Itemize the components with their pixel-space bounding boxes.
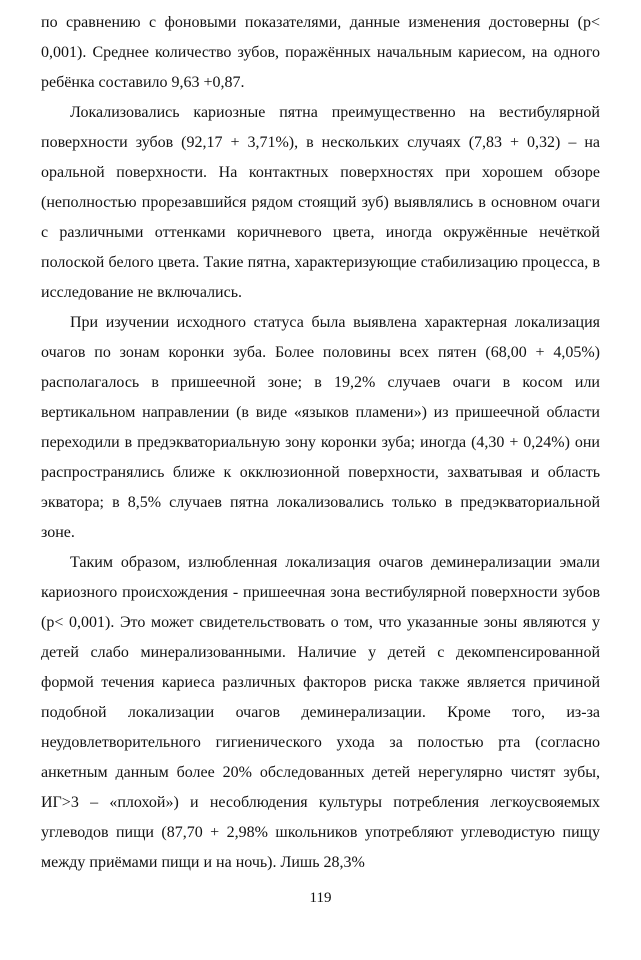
page-number: 119 [309,890,332,906]
paragraph-localization-surfaces: Локализовались кариозные пятна преимущественно на вестибулярной поверхности зубов (92,17 + 3,71%), в нескольких случаях (7,83 + 0,32) – на оральной поверхности. На контактных поверхностях при хорошем обзоре (неполностью прорезавшийся рядом стоящий зуб) выявлялись в основном очаги с различными оттенками коричневого цвета, иногда окружённые нечёткой полоской белого цвета. Такие пятна, характеризующие стабилизацию процесса, в исследование не включались. [41,104,600,301]
document-body [41,8,600,878]
paragraph-conclusion: Таким образом, излюбленная локализация очагов деминерализации эмали кариозного происхождения - пришеечная зона вестибулярной поверхности зубов (р< 0,001). Это может свидетельствовать о том, что указанные зоны являются у детей слабо минерализованными. Наличие у детей с декомпенсированной формой течения кариеса различных факторов риска также является причиной подобной локализации очагов деминерализации. Кроме того, из-за неудовлетворительного гигиенического ухода за полостью рта (согласно анкетным данным более 20% обследованных детей нерегулярно чистят зубы, ИГ>3 – «плохой») и несоблюдения культуры потребления легкоусвояемых углеводов пищи (87,70 + 2,98% школьников употребляют углеводистую пищу между приёмами пищи и на ночь). Лишь 28,3% [41,554,600,871]
paragraph-continuation: по сравнению с фоновыми показателями, данные изменения достоверны (р< 0,001). Среднее количество зубов, поражённых начальным кариесом, на одного ребёнка составило 9,63 +0,87. [41,14,600,91]
paragraph-crown-zones: При изучении исходного статуса была выявлена характерная локализация очагов по зонам коронки зуба. Более половины всех пятен (68,00 + 4,05%) располагалось в пришеечной зоне; в 19,2% случаев очаги в косом или вертикальном направлении (в виде «языков пламени») из пришеечной области переходили в предэкваториальную зону коронки зуба; иногда (4,30 + 0,24%) они распространялись ближе к окклюзионной поверхности, захватывая и область экватора; в 8,5% случаев пятна локализовались только в предэкваториальной зоне. [41,314,600,541]
